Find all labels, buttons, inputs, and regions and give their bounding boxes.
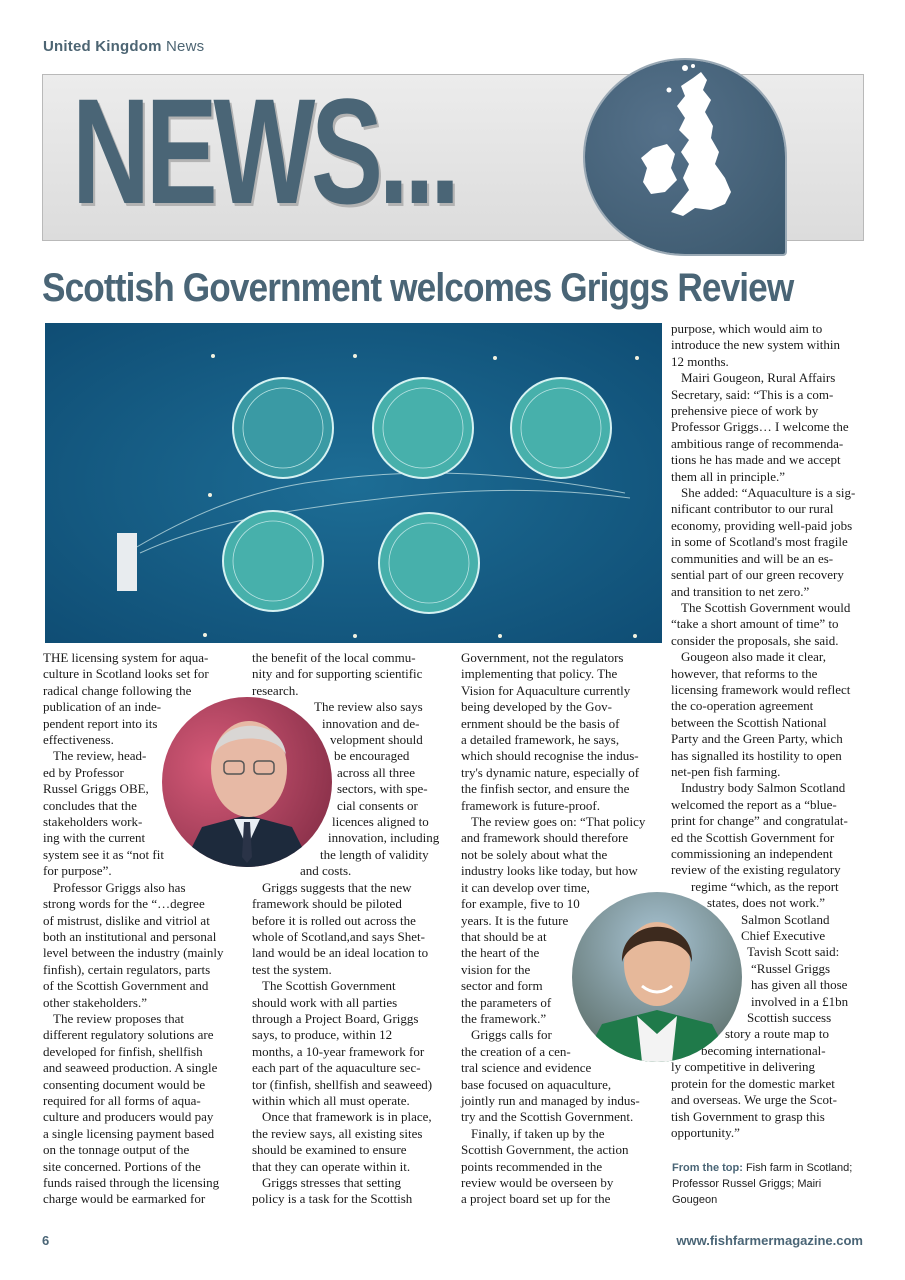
article-line: of mistrust, dislike and vitriol at xyxy=(43,912,210,928)
article-line: becoming international- xyxy=(701,1042,826,1058)
article-line: Finally, if taken up by the xyxy=(471,1125,605,1141)
article-line: be encouraged xyxy=(334,748,410,764)
article-line: system see it as “not fit xyxy=(43,846,164,862)
article-line: different regulatory solutions are xyxy=(43,1027,214,1043)
article-line: ing with the current xyxy=(43,830,146,846)
article-line: Party and the Green Party, which xyxy=(671,731,843,747)
article-line: sential part of our green recovery xyxy=(671,567,844,583)
article-line: Tavish Scott said: xyxy=(747,944,840,960)
portrait-griggs-image xyxy=(162,697,332,867)
article-line: finfish), certain regulators, parts xyxy=(43,961,211,977)
article-line: pendent report into its xyxy=(43,715,158,731)
article-line: in some of Scotland's most fragile xyxy=(671,534,848,550)
article-line: tor (finfish, shellfish and seaweed) xyxy=(252,1076,433,1092)
banner-title: NEWS... xyxy=(72,67,456,235)
article-line: which should recognise the indus- xyxy=(461,748,639,764)
article-line: land would be an ideal location to xyxy=(252,945,429,961)
article-line: through a Project Board, Griggs xyxy=(252,1010,419,1026)
article-line: jointly run and managed by indus- xyxy=(461,1092,640,1108)
article-line: states, does not work.” xyxy=(707,895,826,911)
article-line: “take a short amount of time” to xyxy=(671,616,839,632)
article-line: innovation, including xyxy=(328,830,440,846)
article-line: the framework.” xyxy=(461,1010,547,1026)
article-line: nificant contributor to our rural xyxy=(671,501,834,517)
article-line: has signalled its hostility to open xyxy=(671,747,842,763)
article-line: the finfish sector, and ensure the xyxy=(461,781,630,797)
article-line: of the Scottish Government and xyxy=(43,978,209,994)
article-line: tral science and evidence xyxy=(461,1060,592,1076)
article-line: for purpose”. xyxy=(43,863,112,879)
uk-map-badge xyxy=(585,60,785,254)
article-line: them all in principle.” xyxy=(671,468,786,484)
article-line: The Scottish Government would xyxy=(681,599,851,615)
article-line: velopment should xyxy=(330,732,423,748)
article-line: that should be at xyxy=(461,928,547,944)
article-line: ed by Professor xyxy=(43,764,124,780)
article-line: cial consents or xyxy=(337,797,418,813)
article-line: ambitious range of recommenda- xyxy=(671,435,844,451)
article-line: economy, providing well-paid jobs xyxy=(671,517,853,533)
article-line: before it is rolled out across the xyxy=(252,912,416,928)
article-line: should work with all parties xyxy=(252,994,398,1010)
article-line: innovation and de- xyxy=(322,715,420,731)
fish-pen xyxy=(233,378,333,478)
article-line: culture in Scotland looks set for xyxy=(43,666,209,682)
page-number: 6 xyxy=(42,1233,50,1248)
article-line: required for all forms of aqua- xyxy=(43,1092,201,1108)
website-url[interactable]: www.fishfarmermagazine.com xyxy=(676,1233,863,1248)
article-line: consider the proposals, she said. xyxy=(671,632,839,648)
portrait-russel-griggs xyxy=(162,697,332,867)
article-line: each part of the aquaculture sec- xyxy=(252,1060,421,1076)
article-line: review of the existing regulatory xyxy=(671,862,841,878)
article-line: Scottish Government, the action xyxy=(461,1142,629,1158)
article-line: across all three xyxy=(337,764,415,780)
article-line: tions he has made and we accept xyxy=(671,452,841,468)
article-line: strong words for the “…degree xyxy=(43,896,205,912)
article-line: developed for finfish, shellfish xyxy=(43,1043,203,1059)
uk-map-icon xyxy=(585,60,785,254)
article-line: points recommended in the xyxy=(461,1158,603,1174)
feed-barge xyxy=(117,533,137,591)
article-line: welcomed the report as a “blue- xyxy=(671,796,837,812)
article-line: Salmon Scotland xyxy=(741,911,830,927)
photo-caption xyxy=(672,1160,862,1208)
article-line: try and the Scottish Government. xyxy=(461,1109,634,1125)
article-line: 12 months. xyxy=(671,353,729,369)
article-line: both an institutional and personal xyxy=(43,928,217,944)
article-line: base focused on aquaculture, xyxy=(461,1076,612,1092)
article-line: ly competitive in delivering xyxy=(671,1059,816,1075)
article-line: opportunity.” xyxy=(671,1124,740,1140)
article-line: industry looks like today, but how xyxy=(461,863,638,879)
article-line: framework is future-proof. xyxy=(461,797,600,813)
article-line: publication of an inde- xyxy=(43,699,162,715)
article-line: however, that reforms to the xyxy=(671,665,818,681)
article-line: a single licensing payment based xyxy=(43,1125,215,1141)
article-line: consenting document would be xyxy=(43,1076,206,1092)
article-line: net-pen fish farming. xyxy=(671,763,781,779)
section-tag xyxy=(43,38,204,55)
article-line: implementing that policy. The xyxy=(461,666,618,682)
article-line: for example, five to 10 xyxy=(461,896,580,912)
article-line: Chief Executive xyxy=(741,928,826,944)
article-line: “Russel Griggs xyxy=(751,960,831,976)
article-line: a project board set up for the xyxy=(461,1191,611,1207)
fish-pen xyxy=(379,513,479,613)
section-sublabel: News xyxy=(166,38,205,55)
article-line: radical change following the xyxy=(43,682,192,698)
article-line: the review says, all existing sites xyxy=(252,1125,423,1141)
article-line: and framework should therefore xyxy=(461,830,629,846)
article-line: a detailed framework, he says, xyxy=(461,732,620,748)
article-line: communities and will be an es- xyxy=(671,550,834,566)
article-line: Once that framework is in place, xyxy=(262,1109,432,1125)
article-line: Vision for Aquaculture currently xyxy=(461,682,631,698)
article-line: years. It is the future xyxy=(461,912,569,928)
article-line: The Scottish Government xyxy=(262,978,396,994)
article-line: The review, head- xyxy=(53,748,147,764)
article-line: ernment should be the basis of xyxy=(461,715,620,731)
article-line: introduce the new system within xyxy=(671,337,840,353)
fish-pen xyxy=(223,511,323,611)
article-line: Russel Griggs OBE, xyxy=(43,781,149,797)
article-line: licences aligned to xyxy=(332,814,429,830)
article-line: framework should be piloted xyxy=(252,896,402,912)
article-line: says, to produce, within 12 xyxy=(252,1027,393,1043)
article-line: the heart of the xyxy=(461,945,540,961)
article-line: She added: “Aquaculture is a sig- xyxy=(681,485,856,501)
article-line: nity and for supporting scientific xyxy=(252,666,423,682)
article-line: within which all must operate. xyxy=(252,1092,410,1108)
article-line: Industry body Salmon Scotland xyxy=(681,780,846,796)
article-line: stakeholders work- xyxy=(43,814,143,830)
article-line: funds raised through the licensing xyxy=(43,1175,220,1190)
article-line: Griggs calls for xyxy=(471,1027,552,1043)
article-line: Scottish success xyxy=(747,1010,832,1026)
article-line: Government, not the regulators xyxy=(461,650,624,665)
article-line: and transition to net zero.” xyxy=(671,583,810,599)
article-line: months, a 10-year framework for xyxy=(252,1043,425,1059)
article-line: whole of Scotland,and says Shet- xyxy=(252,928,425,944)
article-line: effectiveness. xyxy=(43,732,114,748)
article-line: other stakeholders.” xyxy=(43,994,147,1010)
fish-pen xyxy=(511,378,611,478)
article-line: concludes that the xyxy=(43,797,137,813)
article-line: between the Scottish National xyxy=(671,714,827,730)
article-headline: Scottish Government welcomes Griggs Review xyxy=(42,266,794,310)
article-line: regime “which, as the report xyxy=(691,878,839,894)
article-line: review would be overseen by xyxy=(461,1175,614,1190)
article-line: policy is a task for the Scottish xyxy=(252,1191,413,1207)
article-line: tish Government to grasp this xyxy=(671,1108,825,1124)
article-line: not be solely about what the xyxy=(461,846,608,862)
article-line: involved in a £1bn xyxy=(751,993,849,1009)
article-line: it can develop over time, xyxy=(461,879,590,895)
portrait-mairi-gougeon xyxy=(572,892,742,1062)
article-line: the creation of a cen- xyxy=(461,1043,571,1059)
article-line: research. xyxy=(252,682,299,698)
article-line: story a route map to xyxy=(725,1026,829,1042)
article-line: the length of validity xyxy=(320,846,429,862)
fish-farm-photo xyxy=(45,323,662,643)
article-line: licensing framework would reflect xyxy=(671,681,851,697)
fish-pen xyxy=(373,378,473,478)
article-line: The review also says xyxy=(314,699,423,715)
article-line: being developed by the Gov- xyxy=(461,699,612,715)
fish-farm-image xyxy=(45,323,662,643)
article-line: should be examined to ensure xyxy=(252,1142,407,1158)
article-line: The review proposes that xyxy=(53,1010,185,1026)
article-line: Secretary, said: “This is a com- xyxy=(671,386,834,402)
article-line: on the tonnage output of the xyxy=(43,1142,190,1158)
article-line: try's dynamic nature, especially of xyxy=(461,764,640,780)
article-line: Professor Griggs… I welcome the xyxy=(671,419,849,435)
portrait-gougeon-image xyxy=(572,892,742,1062)
article-line: the benefit of the local commu- xyxy=(252,650,416,665)
article-line: the parameters of xyxy=(461,994,552,1010)
article-line: The review goes on: “That policy xyxy=(471,814,646,830)
article-line: prehensive piece of work by xyxy=(671,403,819,419)
article-line: Griggs stresses that setting xyxy=(262,1175,402,1190)
article-line: site concerned. Portions of the xyxy=(43,1158,201,1174)
article-line: and seaweed production. A single xyxy=(43,1060,218,1076)
article-line: sectors, with spe- xyxy=(337,781,428,797)
caption-text: Fish farm in Scotland; Professor Russel Griggs; Mairi Gougeon xyxy=(672,1162,853,1206)
article-line: Professor Griggs also has xyxy=(53,879,186,895)
article-line: Gougeon also made it clear, xyxy=(681,649,826,665)
article-line: that they can operate within it. xyxy=(252,1158,411,1174)
article-line: sector and form xyxy=(461,978,543,994)
section-label: United Kingdom xyxy=(43,38,162,55)
article-line: has given all those xyxy=(751,977,848,993)
article-line: commissioning an independent xyxy=(671,846,833,861)
article-line: ed the Scottish Government for xyxy=(671,829,835,845)
article-line: test the system. xyxy=(252,961,332,977)
article-line: purpose, which would aim to xyxy=(671,321,823,336)
article-line: culture and producers would pay xyxy=(43,1109,214,1125)
article-line: print for change” and congratulat- xyxy=(671,813,848,829)
caption-lead: From the top: xyxy=(672,1162,743,1174)
article-line: level between the industry (mainly xyxy=(43,945,224,961)
article-line: vision for the xyxy=(461,961,531,977)
article-line: Mairi Gougeon, Rural Affairs xyxy=(681,370,836,386)
article-line: and costs. xyxy=(300,863,352,879)
article-line: Griggs suggests that the new xyxy=(262,879,412,895)
article-line: and overseas. We urge the Scot- xyxy=(671,1092,837,1108)
article-line: THE licensing system for aqua- xyxy=(43,650,209,665)
article-line: the co-operation agreement xyxy=(671,698,814,714)
article-line: protein for the domestic market xyxy=(671,1075,835,1091)
article-line: charge would be earmarked for xyxy=(43,1191,206,1207)
